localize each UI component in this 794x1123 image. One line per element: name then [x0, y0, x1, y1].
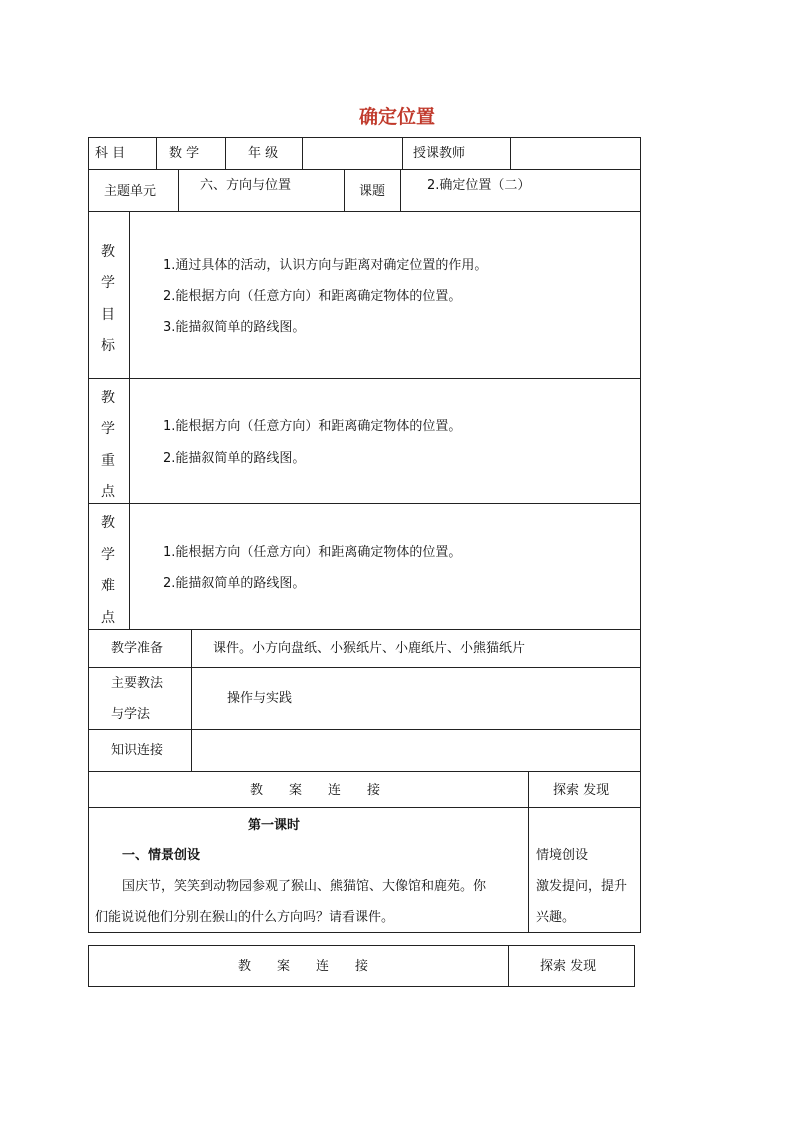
unit-value: 六、方向与位置 — [200, 178, 292, 193]
vertical-label-char: 点 — [101, 610, 115, 626]
key-point-item: 2.能描叙简单的路线图。 — [163, 451, 306, 466]
table-rule — [510, 137, 511, 169]
table-rule — [88, 378, 641, 379]
table-rule — [302, 137, 303, 169]
table-rule — [88, 503, 641, 504]
plan2-header-right: 探索 发现 — [540, 959, 597, 974]
plan-side-note: 兴趣。 — [536, 910, 576, 925]
teacher-label: 授课教师 — [413, 146, 466, 161]
table-rule — [88, 211, 641, 212]
table-rule — [402, 137, 403, 169]
plan-side-note: 激发提问，提升 — [536, 879, 628, 894]
table-rule — [129, 211, 130, 629]
table-rule — [88, 807, 641, 808]
preparation-value: 课件。小方向盘纸、小猴纸片、小鹿纸片、小熊猫纸片 — [213, 641, 526, 656]
difficulty-item: 2.能描叙简单的路线图。 — [163, 576, 306, 591]
methods-value: 操作与实践 — [227, 691, 293, 706]
table-rule — [88, 629, 641, 630]
table-rule — [88, 771, 641, 772]
table-rule — [640, 137, 641, 933]
page-title: 确定位置 — [358, 106, 435, 128]
methods-label: 与学法 — [111, 707, 151, 722]
table-rule — [88, 169, 641, 170]
objective-item: 3.能描叙简单的路线图。 — [163, 320, 306, 335]
table-rule — [88, 667, 641, 668]
lesson-value: 2.确定位置（二） — [427, 178, 531, 193]
table-rule — [191, 629, 192, 771]
plan-body-line: 们能说说他们分别在猴山的什么方向吗？请看课件。 — [95, 910, 395, 925]
difficulty-item: 1.能根据方向（任意方向）和距离确定物体的位置。 — [163, 545, 462, 560]
table-rule — [88, 945, 635, 946]
vertical-label-char: 学 — [101, 421, 115, 437]
table-rule — [88, 729, 641, 730]
plan-body-line: 国庆节，笑笑到动物园参观了猴山、熊猫馆、大像馆和鹿苑。你 — [122, 879, 487, 894]
table-rule — [344, 169, 345, 211]
subject-label: 科 目 — [95, 146, 126, 161]
vertical-label-char: 点 — [101, 484, 115, 500]
table-rule — [634, 945, 635, 987]
objective-item: 1.通过具体的活动，认识方向与距离对确定位置的作用。 — [163, 258, 488, 273]
objective-item: 2.能根据方向（任意方向）和距离确定物体的位置。 — [163, 289, 462, 304]
vertical-label-char: 教 — [101, 390, 115, 406]
vertical-label-char: 标 — [101, 338, 115, 354]
table-rule — [400, 169, 401, 211]
vertical-label-char: 重 — [101, 453, 115, 469]
unit-label: 主题单元 — [104, 184, 157, 199]
lesson-label: 课题 — [359, 184, 386, 199]
table-rule — [178, 169, 179, 211]
vertical-label-char: 学 — [101, 275, 115, 291]
table-rule — [88, 137, 89, 933]
table-rule — [88, 137, 641, 138]
key-point-item: 1.能根据方向（任意方向）和距离确定物体的位置。 — [163, 419, 462, 434]
table-rule — [88, 986, 635, 987]
methods-label: 主要教法 — [111, 676, 164, 691]
vertical-label-char: 目 — [101, 307, 115, 323]
plan-header-left: 教 案 连 接 — [250, 783, 381, 798]
plan-side-note: 情境创设 — [536, 848, 589, 863]
vertical-label-char: 教 — [101, 515, 115, 531]
plan2-header-left: 教 案 连 接 — [238, 959, 369, 974]
table-rule — [508, 945, 509, 987]
table-rule — [88, 932, 641, 933]
table-rule — [88, 945, 89, 987]
lesson-heading: 第一课时 — [248, 818, 301, 833]
vertical-label-char: 难 — [101, 578, 115, 594]
preparation-label: 教学准备 — [111, 641, 164, 656]
section-heading: 一、情景创设 — [122, 848, 201, 863]
vertical-label-char: 教 — [101, 244, 115, 260]
table-rule — [528, 771, 529, 933]
table-rule — [156, 137, 157, 169]
subject-value: 数 学 — [169, 146, 200, 161]
knowledge-label: 知识连接 — [111, 743, 164, 758]
grade-label: 年 级 — [248, 146, 279, 161]
vertical-label-char: 学 — [101, 547, 115, 563]
plan-header-right: 探索 发现 — [553, 783, 610, 798]
table-rule — [225, 137, 226, 169]
